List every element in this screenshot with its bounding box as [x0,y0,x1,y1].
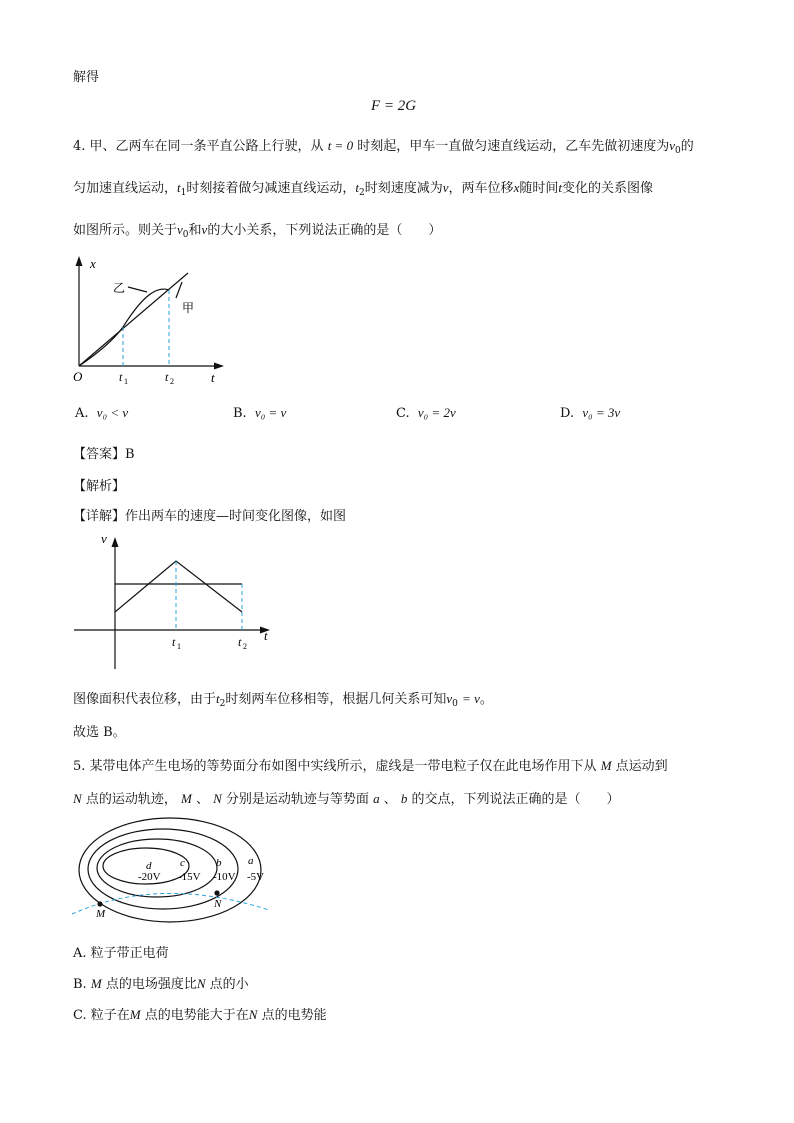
xt-t1-label: t [119,370,123,384]
equipotential-a [79,818,261,922]
vt-t1-sub: 1 [177,642,181,651]
jia-pointer [176,282,182,298]
label-m: M [96,908,106,920]
xt-t2-sub: 2 [170,377,174,386]
q4-line-1: 4. 甲、乙两车在同一条平直公路上行驶，从 t = 0 时刻起，甲车一直做匀速直线运动，乙车先做初速度为$v_0$的 [73,138,694,156]
yi-label: 乙 [113,281,126,295]
label-b: b [216,857,222,869]
q4-option-b[interactable]: B. v₀ = v [233,405,287,421]
q4-option-c[interactable]: C. v₀ = 2v [396,405,456,421]
q4-analysis: 【解析】 [73,479,126,494]
volt-a: -5V [247,871,265,883]
xt-t-label: t [211,370,215,385]
label-c: c [180,857,185,869]
volt-c: -15V [178,871,201,883]
vt-t2-sub: 2 [243,642,247,651]
vt-t1-label: t [172,635,176,649]
q4-option-a[interactable]: A. v₀ < v [75,405,129,421]
q5-option-b[interactable]: B. M 点的电场强度比N 点的小 [73,976,249,992]
q4-choose: 故选 B。 [73,725,126,740]
q5-option-c[interactable]: C. 粒子在M 点的电势能大于在N 点的电势能 [73,1007,327,1023]
point-m [97,901,102,906]
xt-y-arrow [76,256,83,266]
equipotential-c [97,839,217,897]
q4-line-3: 如图所示。则关于$v_0$和v的大小关系，下列说法正确的是（ ） [73,222,442,240]
q4-conclusion: 图像面积代表位移，由于$t_2$时刻两车位移相等，根据几何关系可知$v_0 = v$。 [73,691,493,709]
q5-line-2: N 点的运动轨迹， M 、 N 分别是运动轨迹与等势面 a 、 b 的交点，下列说法正确的是（ ） [73,791,620,807]
q4-detail: 【详解】作出两车的速度—时间变化图像，如图 [73,509,347,524]
vt-y-arrow [112,537,119,547]
label-a: a [248,855,254,867]
text-jiede: 解得 [73,70,100,85]
q5-line-1: 5. 某带电体产生电场的等势面分布如图中实线所示，虚线是一带电粒子仅在此电场作用下从 M 点运动到 [73,758,668,774]
xt-t-arrow [214,363,224,370]
q4-answer: 【答案】B [73,447,135,462]
jia-line [79,273,188,366]
volt-d: -20V [138,871,161,883]
q4-option-d[interactable]: D. v₀ = 3v [560,405,621,421]
vt-t2-label: t [238,635,242,649]
equation-f-2g: F = 2G [371,98,417,114]
xt-x-label: x [90,256,96,271]
q4-line-2: 匀加速直线运动，$t_1$时刻接着做匀减速直线运动，$t_2$时刻速度减为v，两车位移x随时间t变化的关系图像 [73,180,653,198]
q5-option-a[interactable]: A. 粒子带正电荷 [73,946,169,961]
vt-t-label: t [264,628,268,643]
xt-origin-label: O [73,369,83,384]
label-n: N [214,898,222,910]
xt-t1-sub: 1 [124,377,128,386]
yi-pointer [128,287,147,292]
volt-b: -10V [213,871,236,883]
jia-label: 甲 [182,301,195,315]
label-d: d [146,860,152,872]
point-n [214,890,219,895]
yi-velocity-line [115,561,242,612]
xt-t2-label: t [165,370,169,384]
vt-v-label: v [101,531,107,546]
